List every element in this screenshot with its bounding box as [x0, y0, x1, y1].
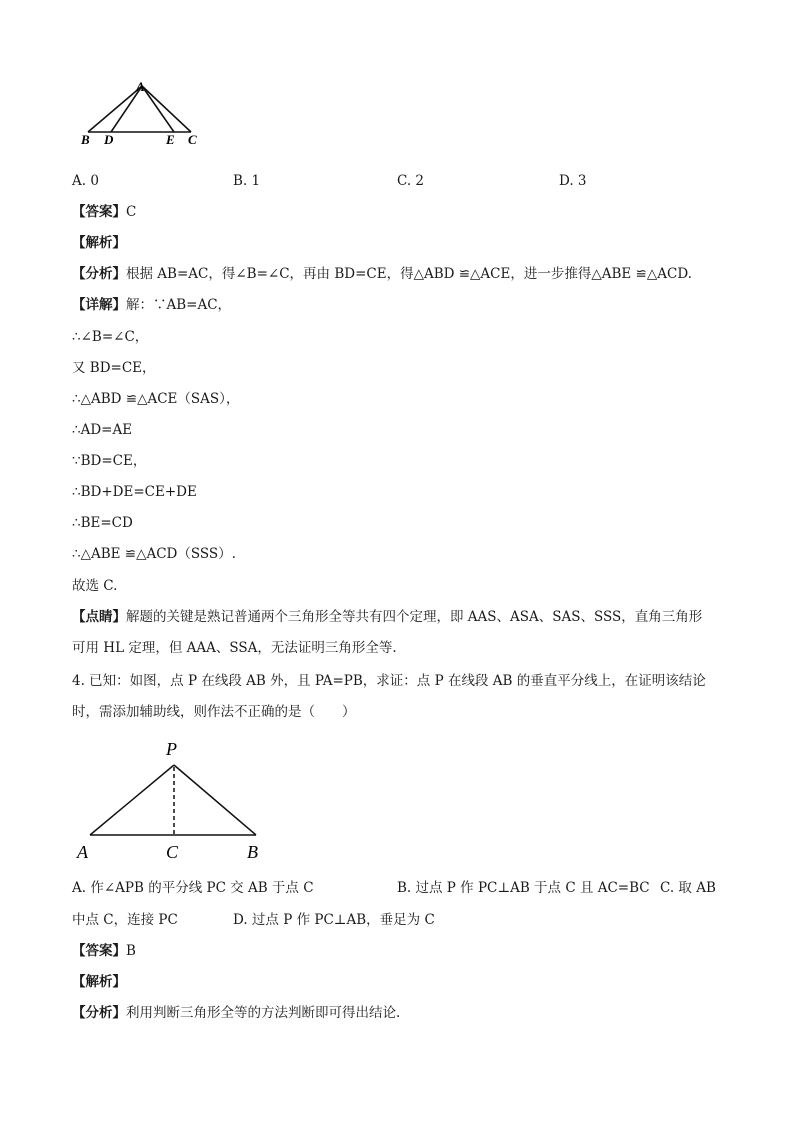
q3-comment-line1 — [72, 608, 702, 626]
fenxi-tag: 【分析】 — [72, 266, 126, 282]
q3-step: ∴AD=AE — [72, 422, 133, 438]
fenxi-text: 利用判断三角形全等的方法判断即可得出结论. — [126, 1005, 401, 1021]
q3-option-d: D. 3 — [559, 173, 587, 189]
label-c: C — [166, 842, 179, 862]
label-b: B — [81, 132, 90, 147]
q3-step: ∴∠B=∠C， — [72, 329, 149, 345]
q4-stem-line1: 4. 已知：如图，点 P 在线段 AB 外，且 PA=PB，求证：点 P 在线段 AB 的垂直平分线上，在证明该结论 — [72, 673, 706, 689]
q3-detail-line — [72, 296, 231, 314]
q3-comment-line2: 可用 HL 定理，但 AAA、SSA，无法证明三角形全等. — [72, 640, 397, 656]
q3-fenxi-line — [72, 265, 692, 283]
q3-answer-line — [72, 203, 136, 221]
q4-option-b: B. 过点 P 作 PC⊥AB 于点 C 且 AC=BC — [397, 880, 650, 896]
detail-first: 解：∵AB=AC， — [126, 297, 232, 313]
label-a: A — [77, 842, 88, 862]
q3-step: ∵BD=CE， — [72, 453, 147, 469]
q3-step: ∴BE=CD — [72, 515, 133, 531]
q4-option-c-start: C. 取 AB — [660, 880, 716, 896]
q3-option-a: A. 0 — [72, 173, 99, 189]
q3-option-b: B. 1 — [233, 173, 261, 189]
label-d: D — [104, 132, 114, 147]
comment-text-1: 解题的关键是熟记普通两个三角形全等共有四个定理，即 AAS、ASA、SAS、SSS，直角三角形 — [126, 609, 703, 625]
answer-value: B — [126, 943, 136, 959]
q3-analysis-tag: 【解析】 — [72, 235, 126, 251]
label-a: A — [136, 79, 145, 94]
label-p: P — [166, 739, 177, 759]
fenxi-tag: 【分析】 — [72, 1005, 126, 1021]
q4-analysis-tag: 【解析】 — [72, 974, 126, 990]
q4-answer-line — [72, 942, 136, 960]
label-c: C — [188, 132, 197, 147]
label-e: E — [166, 132, 175, 147]
fenxi-text: 根据 AB=AC，得∠B=∠C，再由 BD=CE，得△ABD ≌△ACE，进一步推得△ABE ≌△ACD. — [126, 266, 692, 282]
answer-tag: 【答案】 — [72, 204, 126, 220]
label-b: B — [247, 842, 258, 862]
q3-step: ∴BD+DE=CE+DE — [72, 484, 197, 500]
figure-triangle-apb — [70, 733, 270, 863]
q3-step: 又 BD=CE， — [72, 360, 156, 376]
q3-step: 故选 C. — [72, 578, 118, 594]
detail-tag: 【详解】 — [72, 297, 126, 313]
q4-option-d: D. 过点 P 作 PC⊥AB，垂足为 C — [233, 912, 435, 928]
answer-value: C — [126, 204, 137, 220]
q4-fenxi-line — [72, 1004, 400, 1022]
q3-step: ∴△ABD ≌△ACE（SAS）， — [72, 391, 240, 407]
q4-option-a: A. 作∠APB 的平分线 PC 交 AB 于点 C — [72, 880, 314, 896]
figure-triangle-abdec — [70, 76, 220, 154]
q4-option-c-end: 中点 C，连接 PC — [72, 912, 178, 928]
q4-stem-line2: 时，需添加辅助线，则作法不正确的是（ ） — [72, 704, 356, 720]
answer-tag: 【答案】 — [72, 943, 126, 959]
q3-step: ∴△ABE ≌△ACD（SSS）. — [72, 546, 236, 562]
comment-tag: 【点睛】 — [72, 609, 126, 625]
q3-option-c: C. 2 — [397, 173, 425, 189]
